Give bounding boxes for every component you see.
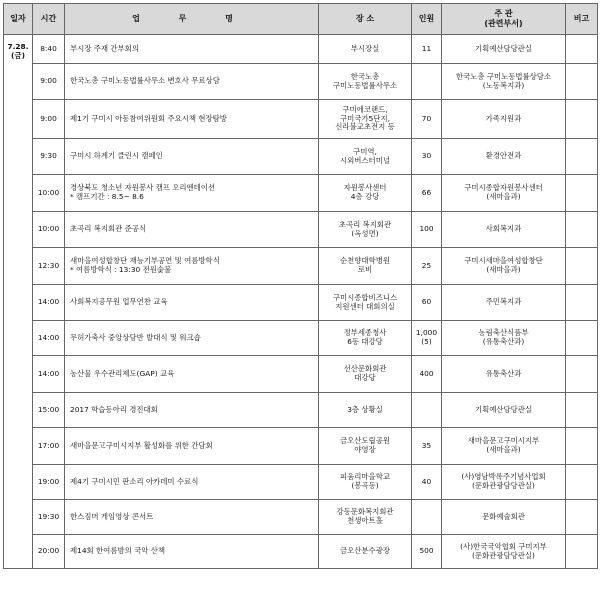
note-cell — [566, 500, 598, 535]
date-cell: 7.28. (금) — [4, 35, 33, 569]
time-cell: 17:00 — [33, 428, 65, 465]
host-cell: 가족지원과 — [442, 100, 566, 139]
table-row — [4, 212, 598, 248]
persons-cell: 60 — [412, 285, 442, 321]
time-cell: 9:00 — [33, 64, 65, 100]
note-cell — [566, 100, 598, 139]
note-cell — [566, 35, 598, 64]
task-cell: 한국노총 구미노동법률사무소 변호사 무료상담 — [65, 64, 319, 100]
time-cell: 9:00 — [33, 100, 65, 139]
persons-cell: 100 — [412, 212, 442, 248]
place-cell: 정부세종청사 6동 대강당 — [319, 321, 412, 356]
task-cell: 제14회 한여름밤의 국악 산책 — [65, 535, 319, 569]
place-cell: 자원봉사센터 4층 강당 — [319, 175, 412, 212]
note-cell — [566, 212, 598, 248]
note-cell — [566, 139, 598, 175]
task-cell: 한스짐머 게임영상 콘서트 — [65, 500, 319, 535]
host-cell: 한국노총 구미노동법률상담소 (노동복지과) — [442, 64, 566, 100]
time-cell: 20:00 — [33, 535, 65, 569]
host-cell: 문화예술회관 — [442, 500, 566, 535]
persons-cell — [412, 64, 442, 100]
table-row — [4, 285, 598, 321]
task-cell: 제1기 구미시 아동참여위원회 주요시책 현장탐방 — [65, 100, 319, 139]
table-row — [4, 100, 598, 139]
task-cell: 새마을문고구미시지부 활성화를 위한 간담회 — [65, 428, 319, 465]
host-cell: 기획예산담당관실 — [442, 393, 566, 428]
place-cell: 금오산도립공원 야영장 — [319, 428, 412, 465]
task-cell: 새마을여성합창단 재능기부공연 및 여름방학식 * 여름방학식 : 13:30 전원숯불 — [65, 248, 319, 285]
task-cell: 제4기 구미시민 판소리 아카데미 수료식 — [65, 465, 319, 500]
place-cell: 한국노총 구미노동법률사무소 — [319, 64, 412, 100]
schedule-body — [4, 35, 598, 569]
host-cell: 구미시종합자원봉사센터 (새마을과) — [442, 175, 566, 212]
place-cell: 구미시종합비즈니스 지원센터 대회의실 — [319, 285, 412, 321]
table-row — [4, 428, 598, 465]
host-cell: 구미시새마을여성합창단 (새마을과) — [442, 248, 566, 285]
host-cell: 환경안전과 — [442, 139, 566, 175]
header-host: 주 관 (관련부서) — [442, 4, 566, 35]
persons-cell: 11 — [412, 35, 442, 64]
place-cell: 순천향대학병원 로비 — [319, 248, 412, 285]
host-cell: 기획예산담당관실 — [442, 35, 566, 64]
table-row — [4, 321, 598, 356]
header-time: 시간 — [33, 4, 65, 35]
note-cell — [566, 465, 598, 500]
table-row — [4, 393, 598, 428]
persons-cell — [412, 500, 442, 535]
table-row — [4, 64, 598, 100]
task-cell: 초곡리 복지회관 준공식 — [65, 212, 319, 248]
note-cell — [566, 64, 598, 100]
time-cell: 10:00 — [33, 175, 65, 212]
host-cell: 농림축산식품부 (유통축산과) — [442, 321, 566, 356]
table-row — [4, 535, 598, 569]
persons-cell: 40 — [412, 465, 442, 500]
header-persons: 인원 — [412, 4, 442, 35]
time-cell: 19:30 — [33, 500, 65, 535]
place-cell: 초곡리 복지회관 (옥성면) — [319, 212, 412, 248]
place-cell: 금오산분수광장 — [319, 535, 412, 569]
place-cell: 강동문화복지회관 천생아트홀 — [319, 500, 412, 535]
persons-cell: 1,000 (5) — [412, 321, 442, 356]
note-cell — [566, 175, 598, 212]
note-cell — [566, 248, 598, 285]
persons-cell: 35 — [412, 428, 442, 465]
host-cell: 사회복지과 — [442, 212, 566, 248]
task-cell: 사회복지공무원 업무연찬 교육 — [65, 285, 319, 321]
table-row — [4, 356, 598, 393]
host-cell: 유통축산과 — [442, 356, 566, 393]
place-cell: 선산문화회관 대강당 — [319, 356, 412, 393]
header-row — [4, 4, 598, 35]
table-row — [4, 500, 598, 535]
place-cell: 부시장실 — [319, 35, 412, 64]
host-cell: 새마을문고구미시지부 (새마을과) — [442, 428, 566, 465]
time-cell: 10:00 — [33, 212, 65, 248]
persons-cell: 400 — [412, 356, 442, 393]
header-task: 업 무 명 — [65, 4, 319, 35]
persons-cell: 30 — [412, 139, 442, 175]
schedule-table — [3, 3, 598, 569]
time-cell: 14:00 — [33, 285, 65, 321]
note-cell — [566, 393, 598, 428]
time-cell: 14:00 — [33, 321, 65, 356]
task-cell: 경상북도 청소년 자원봉사 캠프 오리엔테이션 * 캠프기간 : 8.5~ 8.6 — [65, 175, 319, 212]
time-cell: 15:00 — [33, 393, 65, 428]
host-cell: (사)한국국악협회 구미지부 (문화관광담당관실) — [442, 535, 566, 569]
host-cell: 주민복지과 — [442, 285, 566, 321]
time-cell: 12:30 — [33, 248, 65, 285]
task-cell: 무허가축사 중앙상담반 발대식 및 워크숍 — [65, 321, 319, 356]
time-cell: 9:30 — [33, 139, 65, 175]
note-cell — [566, 428, 598, 465]
note-cell — [566, 356, 598, 393]
place-cell: 구미에코랜드, 구미국가5단지, 신라불교초전지 등 — [319, 100, 412, 139]
table-row — [4, 465, 598, 500]
table-row — [4, 35, 598, 64]
table-row — [4, 175, 598, 212]
task-cell: 구미시 하계기 클린시 캠페인 — [65, 139, 319, 175]
note-cell — [566, 321, 598, 356]
task-cell: 농산물 우수관리제도(GAP) 교육 — [65, 356, 319, 393]
persons-cell: 25 — [412, 248, 442, 285]
place-cell: 3층 상황실 — [319, 393, 412, 428]
table-row — [4, 139, 598, 175]
table-row — [4, 248, 598, 285]
persons-cell: 500 — [412, 535, 442, 569]
header-note: 비고 — [566, 4, 598, 35]
task-cell: 2017 학습동아리 경진대회 — [65, 393, 319, 428]
header-date: 일자 — [4, 4, 33, 35]
time-cell: 8:40 — [33, 35, 65, 64]
persons-cell: 70 — [412, 100, 442, 139]
place-cell: 구미역, 시외버스터미널 — [319, 139, 412, 175]
time-cell: 14:00 — [33, 356, 65, 393]
note-cell — [566, 285, 598, 321]
header-place: 장 소 — [319, 4, 412, 35]
place-cell: 피움리마을학교 (봉곡동) — [319, 465, 412, 500]
task-cell: 부시장 주재 간부회의 — [65, 35, 319, 64]
persons-cell: 66 — [412, 175, 442, 212]
host-cell: (사)영남박록주기념사업회 (문화관광담당관실) — [442, 465, 566, 500]
time-cell: 19:00 — [33, 465, 65, 500]
note-cell — [566, 535, 598, 569]
persons-cell — [412, 393, 442, 428]
